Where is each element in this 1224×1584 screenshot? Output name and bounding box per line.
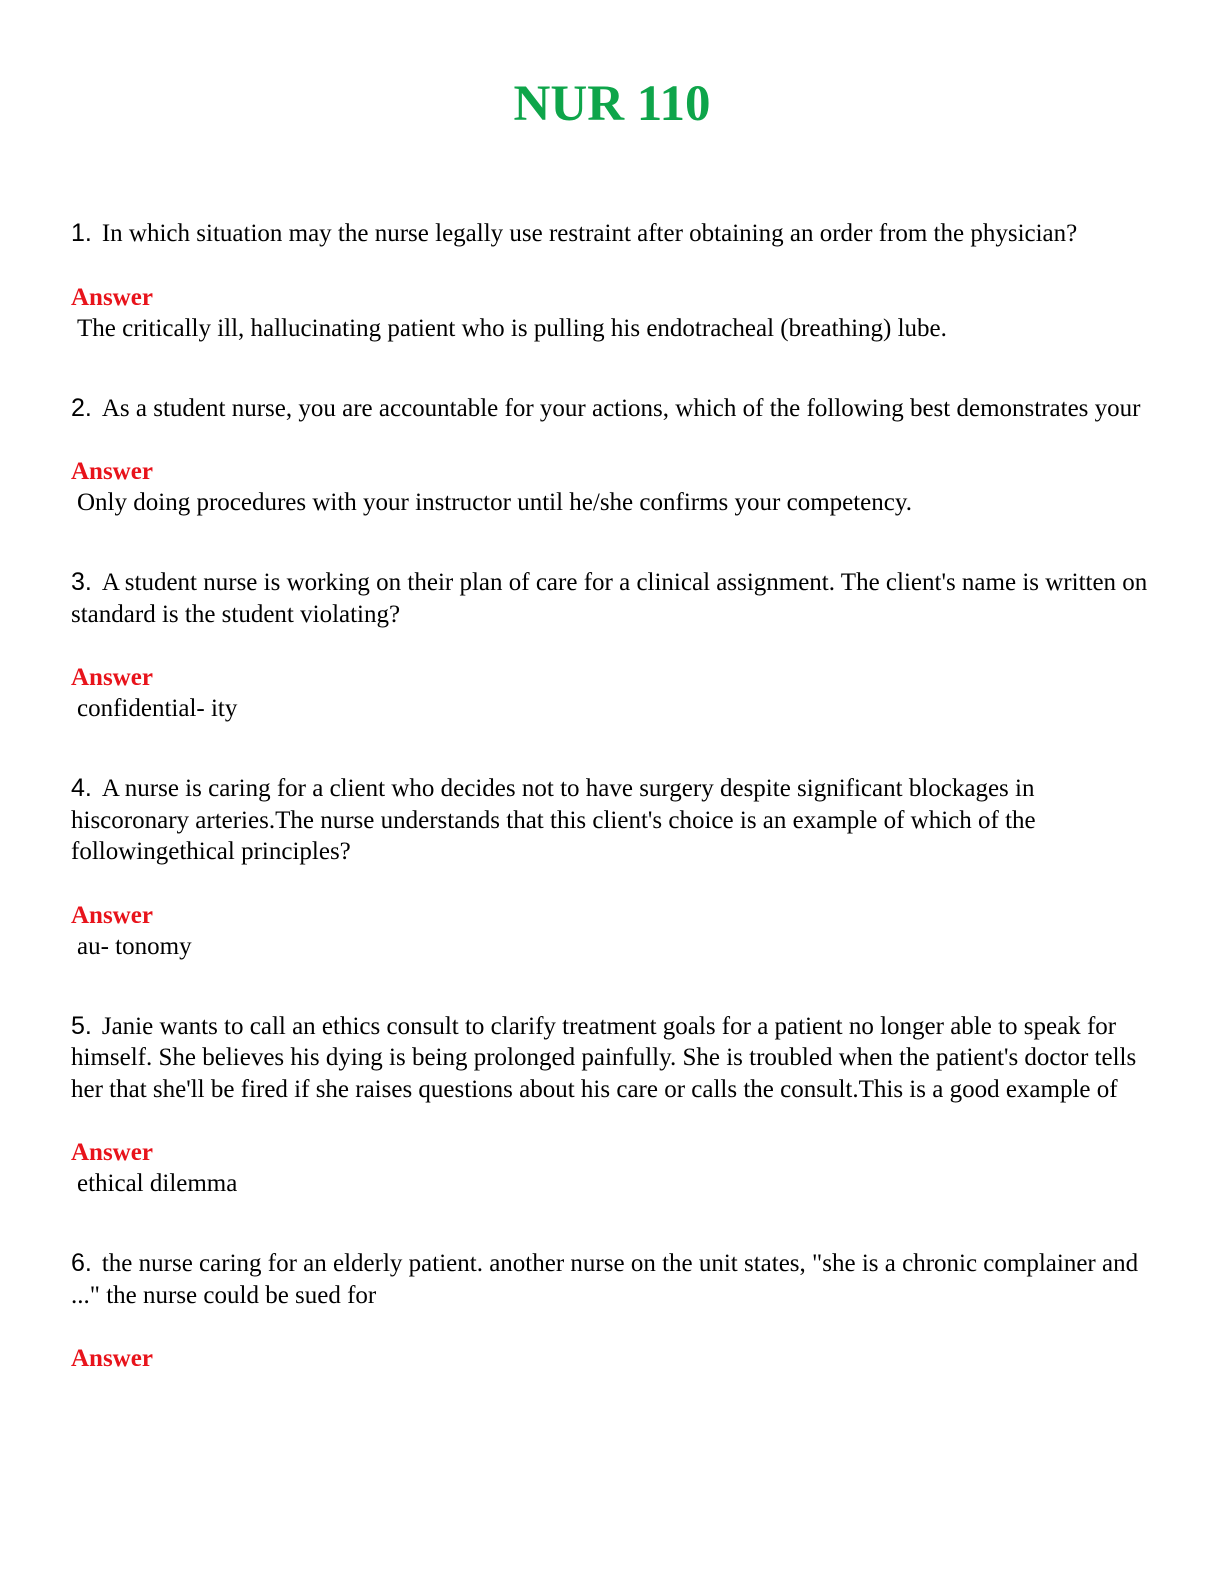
question-number: 3. bbox=[71, 568, 92, 596]
question-number: 6. bbox=[71, 1249, 92, 1277]
question-number: 4. bbox=[71, 774, 92, 802]
answer-label: Answer bbox=[71, 1139, 153, 1166]
qa-item bbox=[71, 567, 1151, 724]
document-title: NUR 110 bbox=[513, 76, 711, 132]
question-text bbox=[71, 218, 1151, 250]
answer-label: Answer bbox=[71, 664, 153, 691]
question-text bbox=[71, 567, 1151, 630]
qa-item bbox=[71, 1248, 1151, 1405]
answer-text: ethical dilemma bbox=[77, 1170, 238, 1197]
qa-item bbox=[71, 1011, 1151, 1200]
question-text bbox=[71, 773, 1151, 868]
question-body: Janie wants to call an ethics consult to clarify treatment goals for a patient no longer able to speak for himself. She believes his dying is being prolonged painfully. She is troubled when the patient's doctor tells her that she'll be fired if she raises questions about his care or calls the consult.This is a good example of bbox=[71, 1012, 1137, 1103]
answer-label: Answer bbox=[71, 901, 153, 929]
answer-label: Answer bbox=[71, 1345, 153, 1372]
question-text bbox=[71, 1011, 1151, 1106]
question-body: A student nurse is working on their plan of care for a clinical assignment. The client's name is written on standard is the student violating? bbox=[71, 569, 1148, 628]
answer-text: confidential- ity bbox=[77, 695, 238, 722]
answer-text bbox=[77, 1374, 1151, 1405]
question-body: A nurse is caring for a client who decides not to have surgery despite significant blockages in hiscoronary arteries.The nurse understands that this client's choice is an example of which of the followingethical principles? bbox=[71, 775, 1036, 865]
question-number: 2. bbox=[71, 393, 92, 422]
question-number: 5. bbox=[71, 1011, 92, 1040]
qa-list bbox=[71, 218, 1151, 1405]
answer-text: The critically ill, hallucinating patient who is pulling his endotracheal (breathing) lube. bbox=[77, 314, 947, 342]
question-text bbox=[71, 393, 1151, 425]
answer-text: au- tonomy bbox=[77, 932, 192, 960]
question-number: 1. bbox=[71, 219, 92, 247]
question-body: As a student nurse, you are accountable for your actions, which of the following best demonstrates your bbox=[101, 394, 1141, 422]
answer-label: Answer bbox=[71, 283, 153, 311]
answer-text: Only doing procedures with your instructor until he/she confirms your competency. bbox=[77, 489, 912, 516]
question-body: the nurse caring for an elderly patient. another nurse on the unit states, "she is a chronic complainer and ..." the nurse could be sued for bbox=[71, 1250, 1139, 1309]
question-body: In which situation may the nurse legally use restraint after obtaining an order from the physician? bbox=[101, 220, 1078, 247]
qa-item bbox=[71, 773, 1151, 962]
answer-label: Answer bbox=[71, 458, 153, 485]
qa-item bbox=[71, 218, 1151, 344]
qa-item bbox=[71, 393, 1151, 519]
question-text bbox=[71, 1248, 1151, 1311]
